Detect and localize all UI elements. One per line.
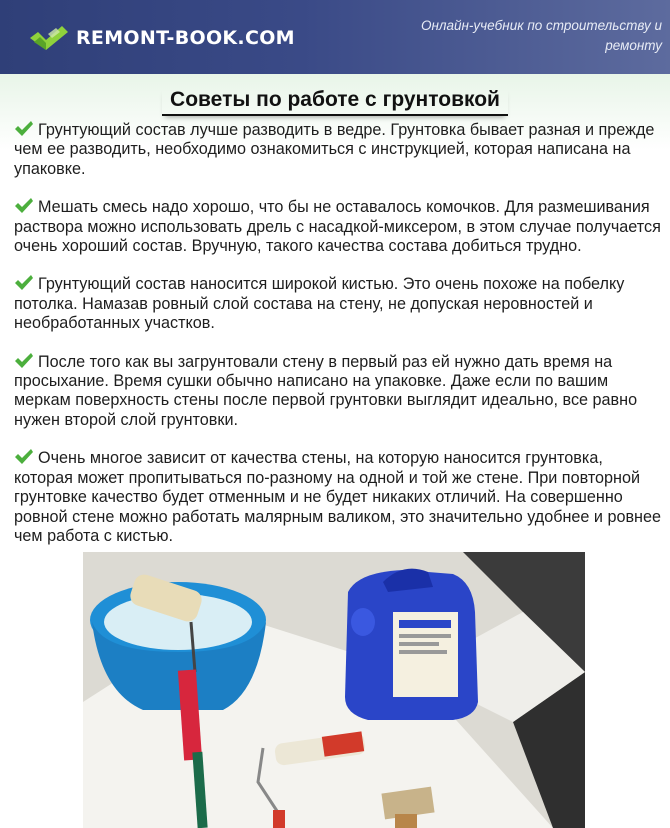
green-check-icon <box>14 353 34 369</box>
green-check-icon <box>14 198 34 214</box>
tip-item <box>14 198 662 256</box>
tip-item <box>14 449 662 546</box>
tip-text: Грунтующий состав лучше разводить в ведре. Грунтовка бывает разная и прежде чем ее разводить, необходимо ознакомиться с инструкцией, которая написана на упаковке. <box>14 121 655 178</box>
green-check-icon <box>14 121 34 137</box>
primer-canister <box>345 569 478 720</box>
title-wrap <box>0 88 670 116</box>
tip-item <box>14 121 662 179</box>
green-check-icon <box>14 449 34 465</box>
tip-text: Мешать смесь надо хорошо, что бы не оставалось комочков. Для размешивания раствора можно использовать дрель с насадкой-миксером, в этом случае получается очень хороший состав. Вручную, такого качества состава добиться трудно. <box>14 198 661 256</box>
green-check-icon <box>14 275 34 291</box>
logo-text: REMONT-BOOK.COM <box>76 27 295 49</box>
site-header <box>0 0 670 74</box>
tip-text: Грунтующий состав наносится широкой кистью. Это очень похоже на побелку потолка. Намазав ровный слой состава на стену, не допуская неровностей и необработанных участков. <box>14 275 625 333</box>
tip-item <box>14 353 662 431</box>
tools-photo <box>83 552 585 828</box>
site-tagline: Онлайн-учебник по строительству и ремонту <box>420 18 662 53</box>
tip-item <box>14 275 662 333</box>
tip-text: После того как вы загрунтовали стену в первый раз ей нужно дать время на просыхание. Время сушки обычно написано на упаковке. Даже если по вашим меркам поверхность стены после первой грунтовки выглядит идеально, все равно нужен второй слой грунтовки. <box>14 352 638 429</box>
logo-check-icon <box>28 24 70 52</box>
tip-text: Очень многое зависит от качества стены, на которую наносится грунтовка, которая может пропитываться по-разному на одной и той же стене. При повторной грунтовке качество будет отменным и не будет никаких отличий. На совершенно ровной стене можно работать малярным валиком, это значительно удобнее и ровнее чем работа с кистью. <box>14 449 662 545</box>
tips-list <box>14 121 662 546</box>
site-logo[interactable] <box>28 24 295 52</box>
page-title: Советы по работе с грунтовкой <box>162 88 508 116</box>
